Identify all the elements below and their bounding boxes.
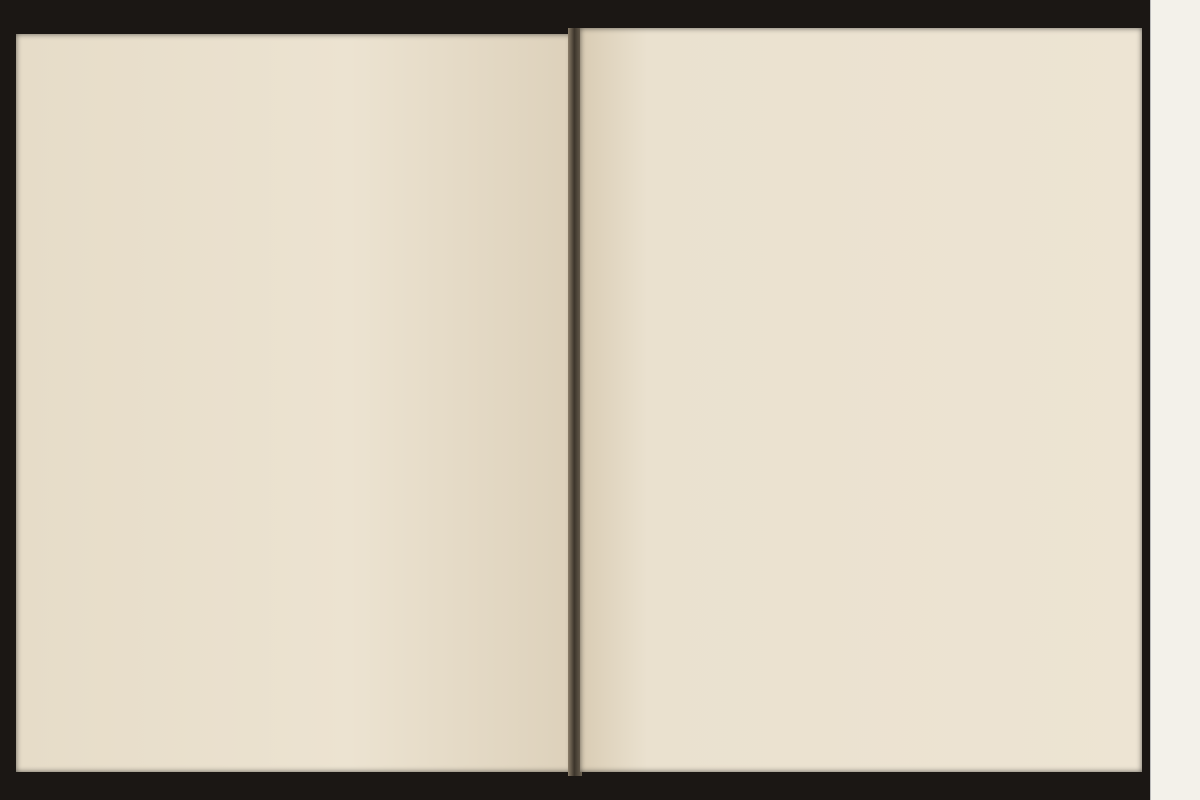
left-staff-5	[54, 402, 536, 450]
left-staff-6	[54, 480, 536, 528]
left-staff-2	[54, 162, 536, 210]
right-staff-1	[668, 98, 1100, 146]
right-blank-staff	[866, 644, 1100, 692]
right-page	[580, 28, 1142, 772]
right-staff-5	[614, 412, 1100, 460]
right-staff-8	[614, 644, 864, 692]
right-staff-3	[614, 258, 1100, 306]
right-staff-7	[614, 568, 1100, 616]
left-staff-3	[54, 246, 536, 294]
left-staff-4	[54, 324, 536, 372]
right-staff-6	[614, 490, 1100, 538]
right-staff-4	[614, 336, 1100, 384]
right-staff-2	[614, 178, 1100, 226]
left-staff-1	[86, 90, 536, 138]
left-page	[16, 34, 572, 772]
measurement-ruler	[1150, 0, 1200, 800]
left-blank-staff-1	[54, 558, 536, 606]
left-blank-staff-2	[54, 638, 536, 686]
